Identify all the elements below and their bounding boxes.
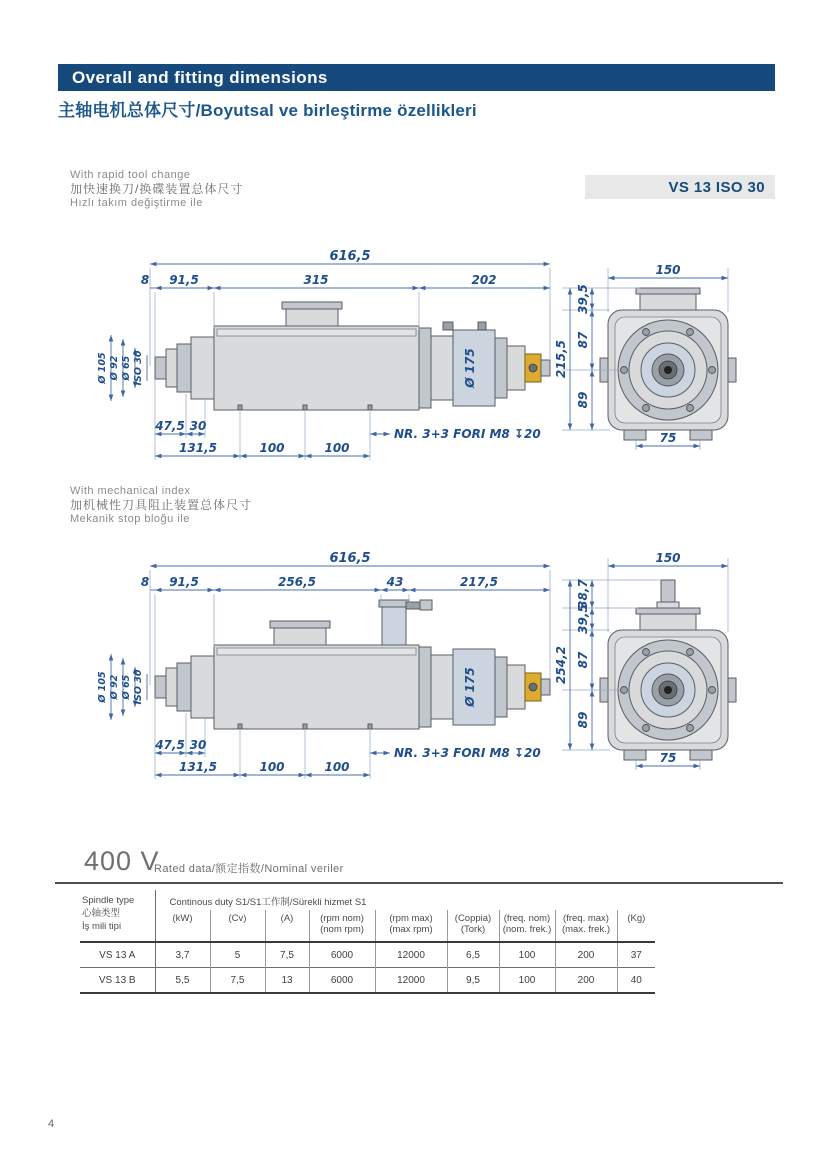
shaft-diameter-dimensions [97, 335, 147, 401]
dim-label: 75 [659, 751, 677, 765]
voltage-heading: 400 V [84, 846, 160, 876]
cell-rpm-max: 12000 [375, 942, 447, 968]
cell-rpm-nom: 6000 [309, 942, 375, 968]
rapid-tool-change-caption [70, 168, 400, 210]
cell-kw: 3,7 [155, 942, 210, 968]
dim-label: 215,5 [554, 340, 568, 378]
dim-label: 47,5 [155, 738, 185, 752]
dim-label: 150 [655, 263, 681, 277]
cell-kg: 40 [617, 968, 655, 994]
cell-kw: 5,5 [155, 968, 210, 994]
dim-label: Ø 65 [121, 674, 132, 700]
caption-line-tr: Mekanik stop bloğu ile [70, 513, 190, 525]
dim-label: 254,2 [554, 646, 568, 684]
page-subtitle: 主轴电机总体尺寸/Boyutsal ve birleştirme özellikleri [58, 101, 477, 120]
cell-torque: 6,5 [447, 942, 499, 968]
model-badge [585, 175, 775, 199]
dim-label: ISO 30 [133, 669, 144, 705]
cell-freq-max: 200 [555, 968, 617, 994]
cell-freq-nom: 100 [499, 942, 555, 968]
caption-line-zh: 加快速换刀/换碟装置总体尺寸 [70, 182, 244, 196]
dim-label: 217,5 [460, 575, 498, 589]
cell-a: 7,5 [265, 942, 309, 968]
dim-label: 131,5 [179, 760, 217, 774]
col-header-freq-nom: (freq. nom) (nom. frek.) [499, 910, 555, 942]
shaft-diameter-dimensions [97, 654, 147, 720]
table-row [80, 942, 655, 968]
dim-label: 87 [576, 331, 590, 349]
dim-label: Ø 65 [121, 355, 132, 381]
caption-line-zh: 加机械性刀具阻止装置总体尺寸 [70, 498, 253, 512]
dim-label: 38,7 [576, 579, 590, 609]
spindle-model: VS 13 B [80, 968, 155, 994]
dim-label: 100 [259, 441, 285, 455]
dim-label: 131,5 [179, 441, 217, 455]
dim-label: 39,5 [576, 284, 590, 314]
col-header-rpm-nom: (rpm nom) (nom rpm) [309, 910, 375, 942]
col-header-a: (A) [265, 910, 309, 942]
col-header-kg: (Kg) [617, 910, 655, 942]
page-number: 4 [48, 1118, 55, 1130]
ratings-table [80, 890, 655, 994]
dim-label: Ø 92 [109, 674, 120, 700]
drawing-rapid-tool-change [88, 248, 788, 476]
spindle-end-view [600, 580, 736, 760]
header-line-en: Spindle type [82, 895, 135, 906]
flange-diameter-label: Ø 175 [463, 667, 477, 707]
dim-label: 43 [386, 575, 404, 589]
page-title: Overall and fitting dimensions [72, 67, 328, 87]
dim-label: 75 [659, 431, 677, 445]
spindle-type-header [80, 890, 155, 942]
col-header-rpm-max: (rpm max) (max rpm) [375, 910, 447, 942]
cell-rpm-max: 12000 [375, 968, 447, 994]
flange-diameter-label: Ø 175 [463, 348, 477, 388]
col-header-freq-max: (freq. max) (max. frek.) [555, 910, 617, 942]
cell-a: 13 [265, 968, 309, 994]
dim-label: 100 [324, 441, 350, 455]
cell-freq-nom: 100 [499, 968, 555, 994]
dim-label: 89 [576, 711, 590, 729]
cell-freq-max: 200 [555, 942, 617, 968]
spindle-end-view [600, 288, 736, 440]
dim-label: 202 [471, 273, 497, 287]
dim-label: 616,5 [329, 249, 371, 264]
dim-label: Ø 92 [109, 355, 120, 381]
dim-label: 315 [303, 273, 329, 287]
mounting-holes-note: NR. 3+3 FORI M8 ↧20 [394, 746, 541, 760]
caption-line-tr: Hızlı takım değiştirme ile [70, 197, 203, 209]
mounting-holes-note: NR. 3+3 FORI M8 ↧20 [394, 427, 541, 441]
dim-label: 39,5 [576, 604, 590, 634]
dim-label: 91,5 [169, 575, 199, 589]
dim-label: 47,5 [155, 419, 185, 433]
dim-label: 150 [655, 551, 681, 565]
ratings-divider [55, 882, 783, 884]
ratings-caption: Rated data/额定指数/Nominal veriler [154, 863, 344, 875]
spindle-model: VS 13 A [80, 942, 155, 968]
drawing-mechanical-index [88, 550, 788, 798]
dim-label: 8 [140, 273, 150, 287]
dim-label: 100 [324, 760, 350, 774]
dim-label: 256,5 [278, 575, 316, 589]
caption-line-en: With mechanical index [70, 485, 191, 497]
cell-kg: 37 [617, 942, 655, 968]
dim-label: Ø 105 [97, 352, 108, 384]
dim-label: Ø 105 [97, 671, 108, 703]
dim-label: 89 [576, 391, 590, 409]
section-title-bar [58, 64, 775, 91]
col-header-kw: (kW) [172, 913, 193, 924]
dim-label: 30 [189, 419, 207, 433]
cell-rpm-nom: 6000 [309, 968, 375, 994]
cell-cv: 7,5 [210, 968, 265, 994]
caption-line-en: With rapid tool change [70, 169, 191, 181]
cell-torque: 9,5 [447, 968, 499, 994]
dim-label: ISO 30 [133, 350, 144, 386]
header-line-tr: İş mili tipi [82, 921, 122, 932]
dim-label: 91,5 [169, 273, 199, 287]
model-badge-label: VS 13 ISO 30 [668, 178, 765, 196]
dim-label: 8 [140, 575, 150, 589]
dim-label: 100 [259, 760, 285, 774]
cell-cv: 5 [210, 942, 265, 968]
table-row [80, 968, 655, 994]
header-line-zh: 心轴类型 [82, 908, 121, 919]
col-header-cv: (Cv) [210, 910, 265, 942]
duty-group-header: Continous duty S1/S1工作制/Sürekli hizmet S1 [169, 897, 367, 908]
dim-label: 87 [576, 651, 590, 669]
dim-label: 30 [189, 738, 207, 752]
col-header-torque: (Coppia) (Tork) [447, 910, 499, 942]
mechanical-index-caption [70, 484, 400, 526]
dim-label: 616,5 [329, 551, 371, 566]
